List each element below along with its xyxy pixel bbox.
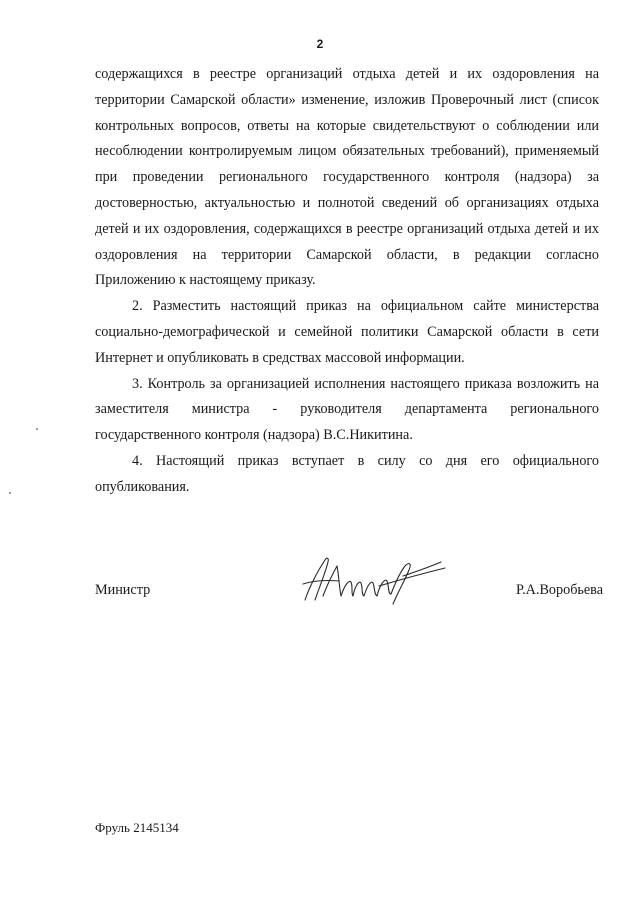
margin-speck: [9, 492, 11, 494]
paragraph-item-4: 4. Настоящий приказ вступает в силу со дня его официального опубликования.: [95, 452, 599, 495]
signature-block: [95, 580, 603, 620]
margin-speck: [36, 428, 38, 430]
page-number: 2: [316, 37, 324, 51]
document-body: [95, 62, 599, 501]
signatory-title: Министр: [95, 582, 151, 598]
footer-note: Фруль 2145134: [95, 820, 179, 835]
paragraph-item-2: 2. Разместить настоящий приказ на официальном сайте министерства социально-демографической и семейной политики Самарской области в сети Интернет и опубликовать в средствах массовой информации.: [95, 298, 599, 366]
paragraph-continuation: содержащихся в реестре организаций отдыха детей и их оздоровления на территории Самарской области» изменение, изложив Проверочный лист (список контрольных вопросов, ответы на которые свидетельствуют о соблюдении или несоблюдении контролируемым лицом обязательных требований), применяемый при проведении регионального государственного контроля (надзора) за достоверностью, актуальностью и полнотой сведений об организациях отдыха детей и их оздоровления, содержащихся в реестре организаций отдыха детей и их оздоровления на территории Самарской области, в редакции согласно Приложению к настоящему приказу.: [95, 66, 599, 289]
signatory-name: Р.А.Воробьева: [516, 582, 603, 598]
paragraph-item-3: 3. Контроль за организацией исполнения настоящего приказа возложить на заместителя министра - руководителя департамента регионального государственного контроля (надзора) В.С.Никитина.: [95, 375, 599, 444]
handwritten-signature: [295, 550, 455, 612]
